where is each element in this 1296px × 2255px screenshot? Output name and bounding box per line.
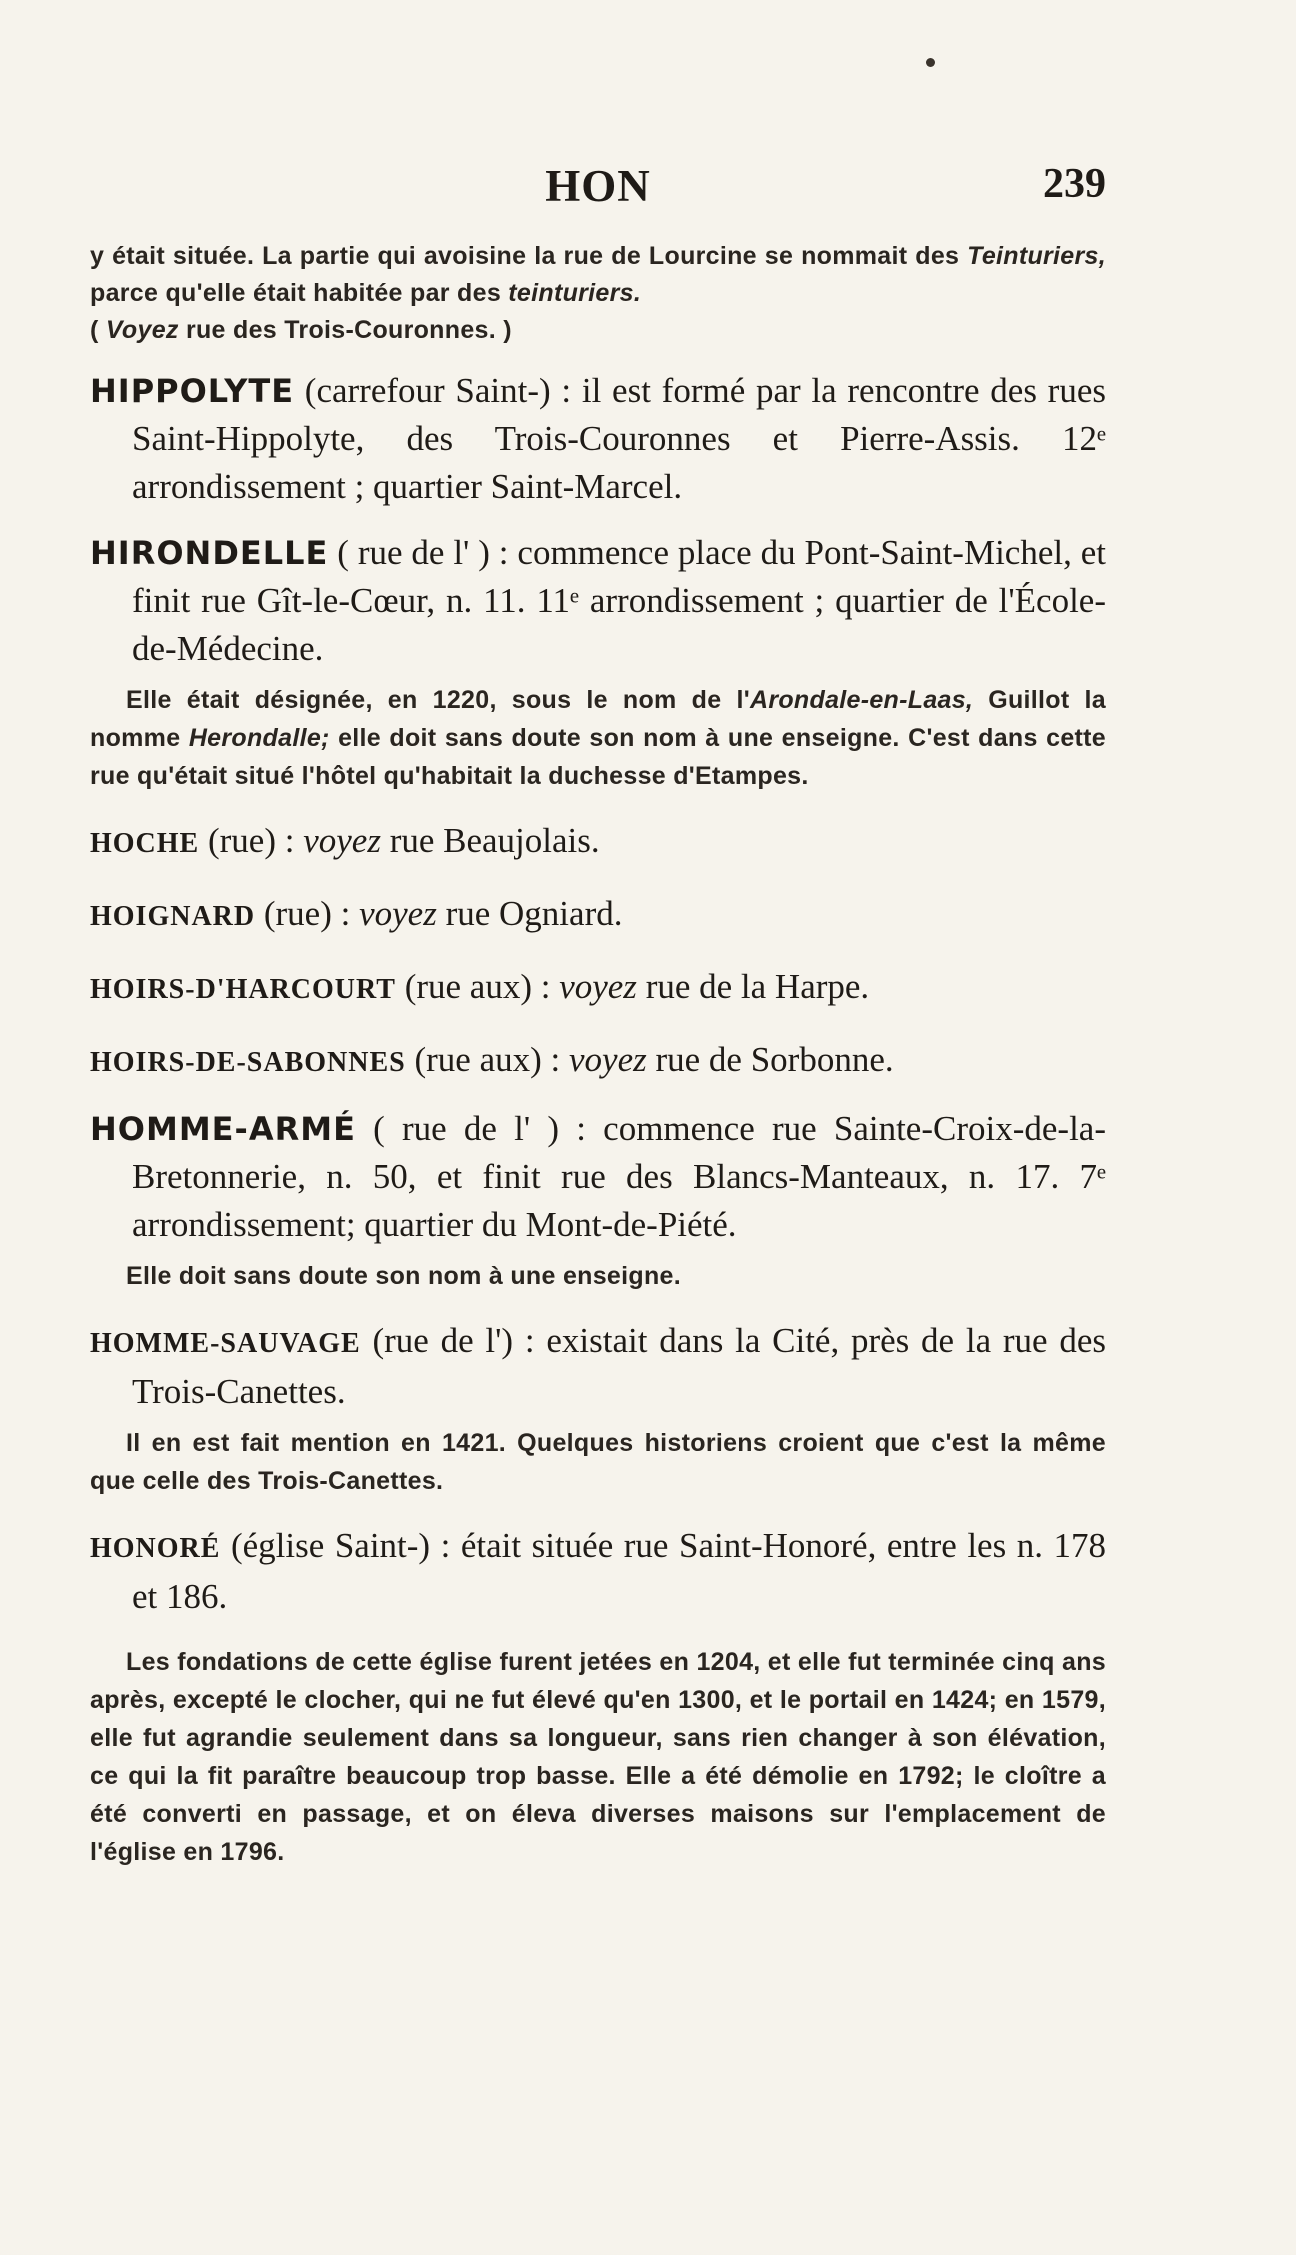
page-body xyxy=(90,238,1106,1871)
entry-pre-hoirs-sabonnes: (rue aux) : xyxy=(405,1040,569,1079)
entry-italic-hoirs-sabonnes: voyez xyxy=(569,1040,647,1079)
page-header xyxy=(90,160,1106,220)
entry-pre-hoirs-harcourt: (rue aux) : xyxy=(395,967,560,1006)
entry-homme-arme xyxy=(90,1105,1106,1249)
entry-hoignard xyxy=(90,890,1106,941)
entry-pre-hoignard: (rue) : xyxy=(255,894,360,933)
ink-dot xyxy=(926,58,935,67)
entry-text-hippolyte: (carrefour Saint-) : il est formé par la rencontre des rues Saint-Hippolyte, des Trois-Couronnes et Pierre-Assis. 12ᵉ arrondissement ; quartier Saint-Marcel. xyxy=(132,371,1106,506)
entry-text-homme-arme: ( rue de l' ) : commence rue Sainte-Croix-de-la-Bretonnerie, n. 50, et finit rue des Blancs-Manteaux, n. 17. 7ᵉ arrondissement; quartier du Mont-de-Piété. xyxy=(132,1109,1106,1244)
entry-homme-sauvage xyxy=(90,1317,1106,1416)
headword-hippolyte: HIPPOLYTE xyxy=(90,372,295,410)
running-head: HON xyxy=(545,161,651,211)
headword-hoche: HOCHE xyxy=(90,828,200,859)
entry-italic-hoirs-harcourt: voyez xyxy=(559,967,637,1006)
entry-post-hoirs-sabonnes: rue de Sorbonne. xyxy=(646,1040,894,1079)
continuation-line-2-mid: parce qu'elle était habitée par des xyxy=(90,279,509,307)
continuation-line-2-pre: des xyxy=(915,242,968,270)
note-hirondelle-post: elle doit sans doute son nom à une enseigne. C'est dans cette rue qu'était situé l'hôtel qu'habitait la duchesse d'Etampes. xyxy=(90,724,1106,790)
continuation-line-3-pre: ( xyxy=(90,316,106,344)
entry-pre-hoche: (rue) : xyxy=(199,821,304,860)
note-homme-sauvage: Il en est fait mention en 1421. Quelques historiens croient que c'est la même que celle des Trois-Canettes. xyxy=(90,1429,1106,1495)
entry-hoirs-harcourt xyxy=(90,963,1106,1014)
continuation-italic-voyez: Voyez xyxy=(105,316,179,344)
continuation-italic-teinturiers-2: teinturiers. xyxy=(508,279,642,307)
continuation-line-3-post: rue des Trois-Couronnes. ) xyxy=(178,316,512,344)
headword-homme-arme: HOMME-ARMÉ xyxy=(90,1110,356,1148)
headword-hoirs-sabonnes: HOIRS-DE-SABONNES xyxy=(90,1047,406,1078)
note-hirondelle xyxy=(90,681,1106,795)
headword-honore: HONORÉ xyxy=(90,1533,221,1564)
headword-homme-sauvage: HOMME-SAUVAGE xyxy=(90,1328,361,1359)
headword-hoignard: HOIGNARD xyxy=(90,901,256,932)
headword-hirondelle: HIRONDELLE xyxy=(90,534,329,572)
entry-text-homme-sauvage: (rue de l') : existait dans la Cité, près de la rue des Trois-Canettes. xyxy=(132,1321,1106,1411)
entry-post-hoirs-harcourt: rue de la Harpe. xyxy=(636,967,870,1006)
headword-hoirs-harcourt: HOIRS-D'HARCOURT xyxy=(90,974,396,1005)
note-hirondelle-pre: Elle était désignée, en 1220, sous le nom de l' xyxy=(126,686,750,714)
page-number: 239 xyxy=(1043,161,1106,207)
entry-text-hirondelle: ( rue de l' ) : commence place du Pont-Saint-Michel, et finit rue Gît-le-Cœur, n. 11. 11ᵉ arrondissement ; quartier de l'École-de-Médecine. xyxy=(132,533,1106,668)
note-hirondelle-italic-2: Herondalle; xyxy=(188,724,330,752)
entry-hirondelle xyxy=(90,529,1106,673)
continuation-italic-teinturiers: Teinturiers, xyxy=(967,242,1106,270)
note-homme-arme: Elle doit sans doute son nom à une enseigne. xyxy=(126,1262,681,1290)
entry-text-honore: (église Saint-) : était située rue Saint-Honoré, entre les n. 178 et 186. xyxy=(132,1526,1106,1616)
entry-honore xyxy=(90,1522,1106,1621)
note-hirondelle-italic-1: Arondale-en-Laas, xyxy=(749,686,974,714)
entry-hippolyte xyxy=(90,367,1106,511)
entry-hoirs-sabonnes xyxy=(90,1036,1106,1087)
note-hirondelle-mid: Guillot la nomme xyxy=(90,686,1107,752)
note-honore: Les fondations de cette église furent jetées en 1204, et elle fut terminée cinq ans après, excepté le clocher, qui ne fut élevé qu'en 1300, et le portail en 1424; en 1579, elle fut agrandie seulement dans sa longueur, sans rien changer à son élévation, ce qui la fit paraître beaucoup trop basse. Elle a été démolie en 1792; le cloître a été converti en passage, et on éleva diverses maisons sur l'emplacement de l'église en 1796. xyxy=(90,1648,1106,1866)
continuation-text xyxy=(90,238,1106,349)
entry-hoche xyxy=(90,817,1106,868)
continuation-line-1: y était située. La partie qui avoisine la rue de Lourcine se nommait xyxy=(90,242,908,270)
entry-post-hoignard: rue Ogniard. xyxy=(436,894,623,933)
entry-post-hoche: rue Beaujolais. xyxy=(380,821,600,860)
entry-italic-hoignard: voyez xyxy=(359,894,437,933)
entry-italic-hoche: voyez xyxy=(303,821,381,860)
